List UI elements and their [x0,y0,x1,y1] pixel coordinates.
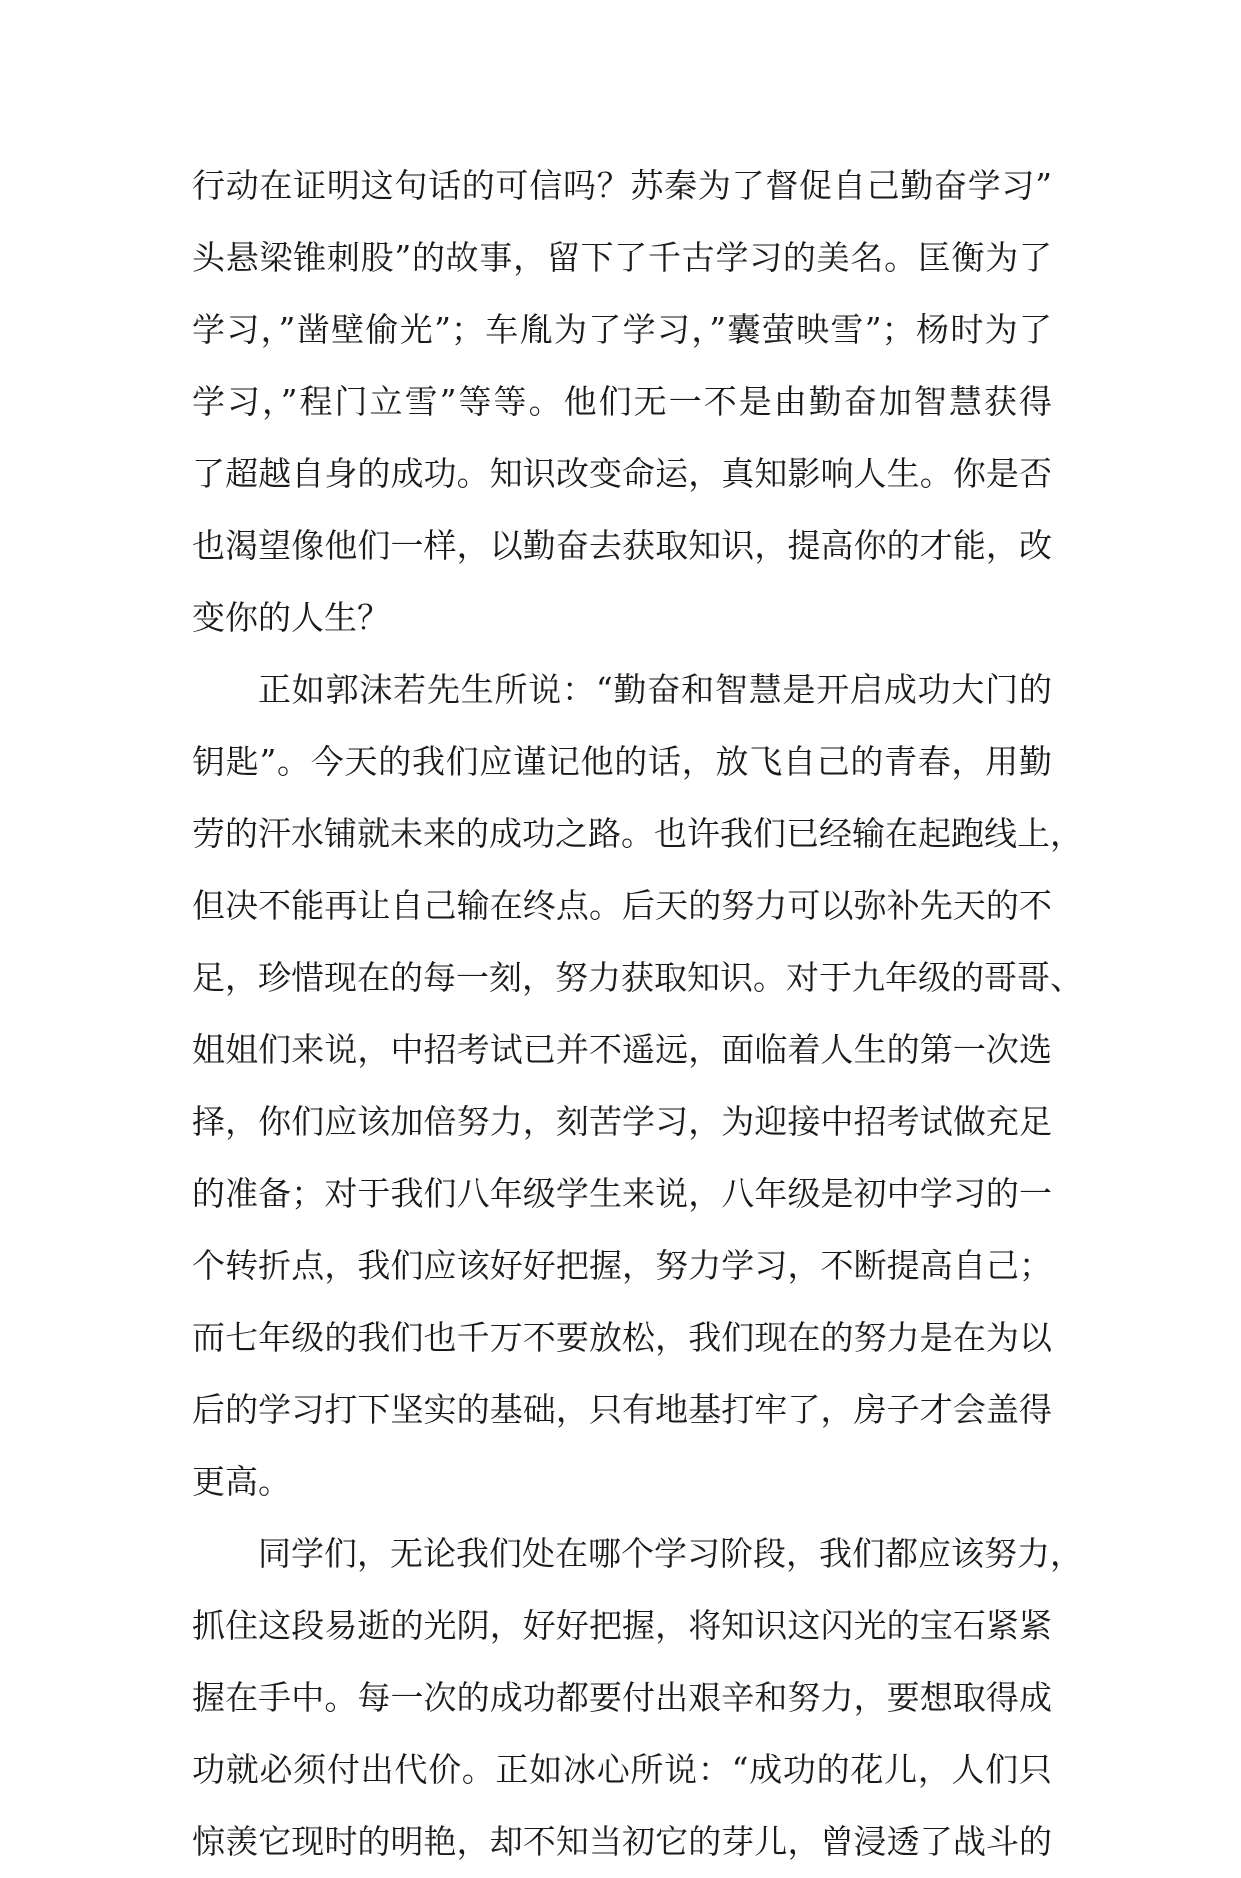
text-line: 了超越自身的成功。知识改变命运，真知影响人生。你是否 [192,454,1052,493]
text-line: 变你的人生？ [192,598,390,637]
text-line: 头悬梁锥刺股”的故事，留下了千古学习的美名。匡衡为了 [192,238,1052,277]
text-line: 握在手中。每一次的成功都要付出艰辛和努力，要想取得成 [192,1678,1052,1717]
document-page [192,150,1083,1878]
text-line: 个转折点，我们应该好好把握，努力学习，不断提高自己； [192,1246,1052,1285]
text-line: 择，你们应该加倍努力，刻苦学习，为迎接中招考试做充足 [192,1102,1052,1141]
text-line: 抓住这段易逝的光阴，好好把握，将知识这闪光的宝石紧紧 [192,1606,1052,1645]
text-line: 的准备；对于我们八年级学生来说，八年级是初中学习的一 [192,1174,1052,1213]
text-line: 功就必须付出代价。正如冰心所说：“成功的花儿，人们只 [192,1750,1052,1789]
paragraph [192,1518,1083,1878]
text-line: 后的学习打下坚实的基础，只有地基打牢了，房子才会盖得 [192,1390,1052,1429]
text-line: 更高。 [192,1462,291,1501]
text-line: 姐姐们来说，中招考试已并不遥远，面临着人生的第一次选 [192,1030,1052,1069]
text-line: 行动在证明这句话的可信吗？苏秦为了督促自己勤奋学习” [192,166,1052,205]
text-line: 惊羡它现时的明艳，却不知当初它的芽儿，曾浸透了战斗的 [192,1822,1052,1861]
text-line: 足，珍惜现在的每一刻，努力获取知识。对于九年级的哥哥、 [192,958,1083,997]
text-line: 但决不能再让自己输在终点。后天的努力可以弥补先天的不 [192,886,1052,925]
text-line: 钥匙”。今天的我们应谨记他的话，放飞自己的青春，用勤 [192,742,1052,781]
paragraph [192,654,1083,1518]
text-line: 正如郭沫若先生所说：“勤奋和智慧是开启成功大门的 [258,670,1052,709]
text-line: 劳的汗水铺就未来的成功之路。也许我们已经输在起跑线上， [192,814,1083,853]
text-line: 学习，”凿壁偷光”；车胤为了学习，”囊萤映雪”；杨时为了 [192,310,1052,349]
paragraph [192,150,1052,654]
text-line: 学习，”程门立雪”等等。他们无一不是由勤奋加智慧获得 [192,382,1052,421]
text-line: 同学们，无论我们处在哪个学习阶段，我们都应该努力， [258,1534,1083,1573]
text-line: 而七年级的我们也千万不要放松，我们现在的努力是在为以 [192,1318,1052,1357]
text-line: 也渴望像他们一样，以勤奋去获取知识，提高你的才能，改 [192,526,1052,565]
